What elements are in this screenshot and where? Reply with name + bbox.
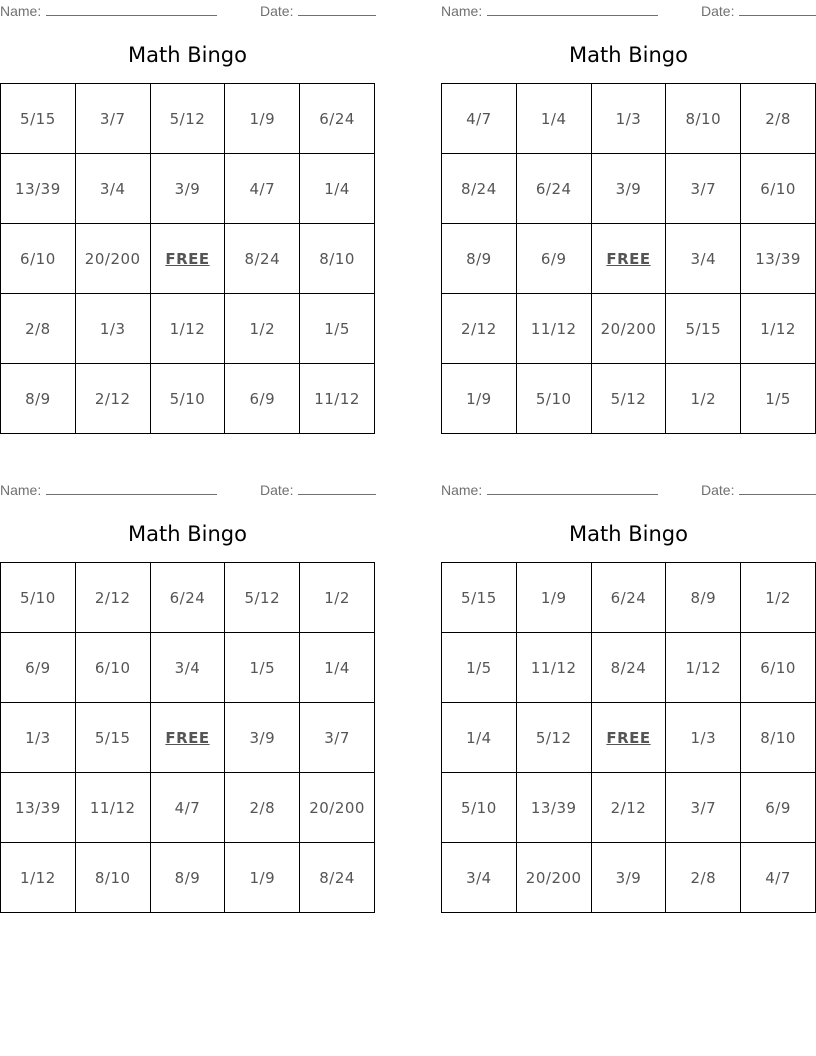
name-field[interactable] <box>441 481 658 498</box>
bingo-cell[interactable]: 1/4 <box>517 84 592 154</box>
bingo-cell[interactable]: 11/12 <box>300 364 375 434</box>
date-field[interactable] <box>260 481 376 498</box>
name-date-row <box>0 2 375 20</box>
bingo-cell[interactable]: 1/3 <box>76 294 151 364</box>
date-blank-line[interactable] <box>739 2 816 16</box>
bingo-cell[interactable]: 2/12 <box>76 364 151 434</box>
bingo-cell[interactable]: 20/200 <box>76 224 151 294</box>
bingo-cell[interactable]: 3/4 <box>442 843 517 913</box>
bingo-cell[interactable]: 2/12 <box>592 773 667 843</box>
date-blank-line[interactable] <box>298 2 376 16</box>
bingo-cell[interactable]: 4/7 <box>442 84 517 154</box>
free-space-cell[interactable]: FREE <box>592 703 667 773</box>
free-space-cell[interactable]: FREE <box>151 224 226 294</box>
bingo-cell[interactable]: 20/200 <box>517 843 592 913</box>
bingo-cell[interactable]: 1/5 <box>741 364 816 434</box>
bingo-cell[interactable]: 6/9 <box>1 633 76 703</box>
bingo-cell[interactable]: 3/9 <box>151 154 226 224</box>
bingo-cell[interactable]: 8/24 <box>442 154 517 224</box>
bingo-cell[interactable]: 1/2 <box>741 563 816 633</box>
name-blank-line[interactable] <box>487 481 658 495</box>
bingo-cell[interactable]: 4/7 <box>741 843 816 913</box>
bingo-cell[interactable]: 13/39 <box>1 154 76 224</box>
bingo-cell[interactable]: 8/10 <box>666 84 741 154</box>
bingo-cell[interactable]: 8/24 <box>592 633 667 703</box>
name-field[interactable] <box>441 2 658 19</box>
date-blank-line[interactable] <box>298 481 376 495</box>
bingo-cell[interactable]: 1/5 <box>225 633 300 703</box>
name-blank-line[interactable] <box>487 2 658 16</box>
card-title: Math Bingo <box>569 43 688 67</box>
bingo-cell[interactable]: 2/12 <box>442 294 517 364</box>
bingo-card <box>0 479 375 913</box>
bingo-cell[interactable]: 13/39 <box>1 773 76 843</box>
free-space-cell[interactable]: FREE <box>151 703 226 773</box>
bingo-cell[interactable]: 1/5 <box>442 633 517 703</box>
bingo-cell[interactable]: 6/9 <box>517 224 592 294</box>
bingo-cell[interactable]: 6/9 <box>225 364 300 434</box>
name-field[interactable] <box>0 2 217 19</box>
bingo-cell[interactable]: 6/24 <box>517 154 592 224</box>
bingo-cell[interactable]: 1/4 <box>300 154 375 224</box>
bingo-cell[interactable]: 11/12 <box>517 633 592 703</box>
name-label: Name: <box>441 3 483 19</box>
bingo-cell[interactable]: 3/9 <box>225 703 300 773</box>
bingo-cell[interactable]: 2/8 <box>1 294 76 364</box>
bingo-cell[interactable]: 1/9 <box>225 843 300 913</box>
date-label: Date: <box>260 3 294 19</box>
card-title: Math Bingo <box>569 522 688 546</box>
bingo-cell[interactable]: 3/7 <box>76 84 151 154</box>
bingo-cell[interactable]: 3/7 <box>300 703 375 773</box>
bingo-cell[interactable]: 5/10 <box>442 773 517 843</box>
bingo-cell[interactable]: 11/12 <box>517 294 592 364</box>
bingo-cell[interactable]: 20/200 <box>300 773 375 843</box>
name-blank-line[interactable] <box>46 481 217 495</box>
bingo-cell[interactable]: 5/12 <box>225 563 300 633</box>
bingo-cell[interactable]: 6/24 <box>300 84 375 154</box>
bingo-cell[interactable]: 8/10 <box>741 703 816 773</box>
bingo-cell[interactable]: 6/9 <box>741 773 816 843</box>
bingo-cell[interactable]: 8/24 <box>300 843 375 913</box>
date-field[interactable] <box>701 481 816 498</box>
bingo-cell[interactable]: 5/10 <box>151 364 226 434</box>
bingo-cell[interactable]: 6/24 <box>151 563 226 633</box>
free-space-cell[interactable]: FREE <box>592 224 667 294</box>
card-title: Math Bingo <box>128 522 247 546</box>
date-label: Date: <box>701 482 735 498</box>
bingo-cell[interactable]: 8/9 <box>1 364 76 434</box>
bingo-cell[interactable]: 5/15 <box>76 703 151 773</box>
bingo-cell[interactable]: 8/24 <box>225 224 300 294</box>
bingo-cell[interactable]: 1/4 <box>442 703 517 773</box>
bingo-cell[interactable]: 5/15 <box>442 563 517 633</box>
bingo-cell[interactable]: 6/10 <box>1 224 76 294</box>
bingo-cell[interactable]: 1/9 <box>517 563 592 633</box>
bingo-cell[interactable]: 8/9 <box>666 563 741 633</box>
date-field[interactable] <box>701 2 816 19</box>
card-title: Math Bingo <box>128 43 247 67</box>
name-date-row <box>441 2 816 20</box>
bingo-cell[interactable]: 6/10 <box>76 633 151 703</box>
bingo-cell[interactable]: 1/9 <box>442 364 517 434</box>
bingo-cell[interactable]: 6/24 <box>592 563 667 633</box>
name-field[interactable] <box>0 481 217 498</box>
bingo-cell[interactable]: 8/10 <box>76 843 151 913</box>
bingo-cell[interactable]: 1/5 <box>300 294 375 364</box>
bingo-cell[interactable]: 3/4 <box>666 224 741 294</box>
bingo-grid <box>0 562 375 913</box>
bingo-cell[interactable]: 6/10 <box>741 633 816 703</box>
bingo-cell[interactable]: 1/12 <box>666 633 741 703</box>
bingo-grid <box>441 83 816 434</box>
bingo-cell[interactable]: 4/7 <box>151 773 226 843</box>
name-label: Name: <box>0 3 42 19</box>
bingo-cell[interactable]: 2/8 <box>225 773 300 843</box>
bingo-cell[interactable]: 1/3 <box>1 703 76 773</box>
bingo-cell[interactable]: 11/12 <box>76 773 151 843</box>
bingo-cell[interactable]: 3/4 <box>151 633 226 703</box>
bingo-cell[interactable]: 1/12 <box>741 294 816 364</box>
bingo-cell[interactable]: 1/3 <box>592 84 667 154</box>
bingo-cell[interactable]: 13/39 <box>741 224 816 294</box>
bingo-cell[interactable]: 8/10 <box>300 224 375 294</box>
date-field[interactable] <box>260 2 376 19</box>
name-date-row <box>441 481 816 499</box>
date-blank-line[interactable] <box>739 481 816 495</box>
bingo-cell[interactable]: 1/12 <box>151 294 226 364</box>
bingo-cell[interactable]: 1/2 <box>666 364 741 434</box>
bingo-cell[interactable]: 20/200 <box>592 294 667 364</box>
bingo-cell[interactable]: 2/12 <box>76 563 151 633</box>
date-label: Date: <box>260 482 294 498</box>
bingo-card <box>441 479 816 913</box>
bingo-cell[interactable]: 5/12 <box>592 364 667 434</box>
bingo-card <box>0 0 375 434</box>
bingo-cell[interactable]: 5/10 <box>1 563 76 633</box>
bingo-cell[interactable]: 2/8 <box>666 843 741 913</box>
bingo-grid <box>441 562 816 913</box>
bingo-cell[interactable]: 3/9 <box>592 843 667 913</box>
bingo-cell[interactable]: 5/15 <box>666 294 741 364</box>
bingo-cell[interactable]: 6/10 <box>741 154 816 224</box>
bingo-cell[interactable]: 1/2 <box>300 563 375 633</box>
bingo-cell[interactable]: 2/8 <box>741 84 816 154</box>
name-label: Name: <box>0 482 42 498</box>
name-date-row <box>0 481 375 499</box>
name-label: Name: <box>441 482 483 498</box>
bingo-cell[interactable]: 3/7 <box>666 154 741 224</box>
bingo-cell[interactable]: 8/9 <box>442 224 517 294</box>
bingo-cell[interactable]: 1/3 <box>666 703 741 773</box>
name-blank-line[interactable] <box>46 2 217 16</box>
bingo-cell[interactable]: 3/9 <box>592 154 667 224</box>
date-label: Date: <box>701 3 735 19</box>
bingo-cell[interactable]: 1/4 <box>300 633 375 703</box>
bingo-cell[interactable]: 5/15 <box>1 84 76 154</box>
bingo-cell[interactable]: 4/7 <box>225 154 300 224</box>
bingo-cell[interactable]: 5/10 <box>517 364 592 434</box>
bingo-cell[interactable]: 1/9 <box>225 84 300 154</box>
bingo-cell[interactable]: 5/12 <box>151 84 226 154</box>
bingo-cell[interactable]: 1/12 <box>1 843 76 913</box>
bingo-cell[interactable]: 3/7 <box>666 773 741 843</box>
bingo-cell[interactable]: 13/39 <box>517 773 592 843</box>
bingo-cell[interactable]: 8/9 <box>151 843 226 913</box>
bingo-grid <box>0 83 375 434</box>
bingo-cell[interactable]: 3/4 <box>76 154 151 224</box>
bingo-card <box>441 0 816 434</box>
bingo-cell[interactable]: 5/12 <box>517 703 592 773</box>
bingo-cell[interactable]: 1/2 <box>225 294 300 364</box>
